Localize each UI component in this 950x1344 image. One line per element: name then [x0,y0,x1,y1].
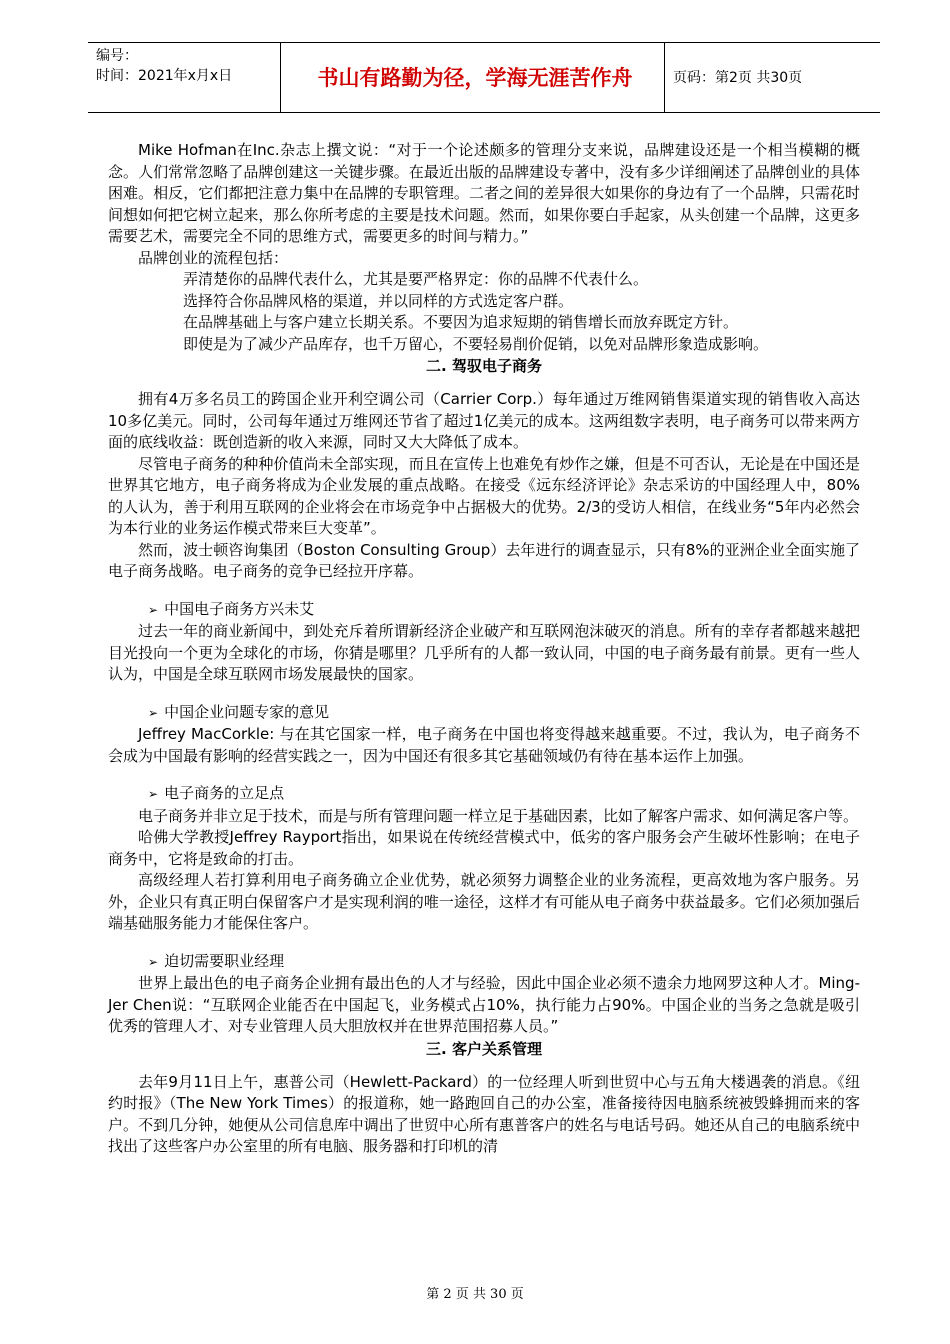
list-item: 在品牌基础上与客户建立长期关系。不要因为追求短期的销售增长而放弃既定方针。 [183,313,739,331]
header-divider-right [664,42,665,112]
paragraph: 尽管电子商务的种种价值尚未全部实现，而且在宣传上也难免有炒作之嫌，但是不可否认，无论是在中国还是世界其它地方，电子商务将成为企业发展的重点战略。在接受《远东经济评论》杂志采访的中国经理人中，80%的人认为，善于利用互联网的企业将会在市场竞争中占据极大的优势。2/3的受访人相信，在线业务“5年内必然会为本行业的业务运作模式带来巨大变革”。 [108,454,860,537]
arrow-bullet-icon: ➢ [148,602,159,617]
time-label: 时间：2021年x月x日 [96,68,233,84]
page-footer: 第 2 页 共 30 页 [426,1287,524,1302]
paragraph: Jeffrey MacCorkle: 与在其它国家一样，电子商务在中国也将变得越来越重要。不过，我认为，电子商务不会成为中国最有影响的经营实践之一，因为中国还有很多其它基础领域仍有待在基本运作上加强。 [108,725,860,765]
list-item: 即使是为了减少产品库存，也千万留心，不要轻易削价促销，以免对品牌形象造成影响。 [183,334,769,353]
document-body [108,140,860,1158]
paragraph: 世界上最出色的电子商务企业拥有最出色的人才与经验，因此中国企业必须不遗余力地网罗这种人才。Ming-Jer Chen说：“互联网企业能否在中国起飞，业务模式占10%，执行能力占90%。中国企业的当务之急就是吸引优秀的管理人才、对专业管理人员大胆放权并在世界范围招募人员。” [108,974,860,1035]
process-list [108,269,860,355]
subheading-text: 中国企业问题专家的意见 [164,702,330,721]
paragraph: 过去一年的商业新闻中，到处充斥着所谓新经济企业破产和互联网泡沫破灭的消息。所有的幸存者都越来越把目光投向一个更为全球化的市场，你猜是哪里？几乎所有的人都一致认同，中国的电子商务最有前景。更有一些人认为，中国是全球互联网市场发展最快的国家。 [108,622,860,683]
list-item: 选择符合你品牌风格的渠道，并以同样的方式选定客户群。 [183,291,574,310]
list-item: 弄清楚你的品牌代表什么，尤其是要严格界定：你的品牌不代表什么。 [183,270,649,288]
spacer [108,377,860,389]
paragraph: 然而，波士顿咨询集团（Boston Consulting Group）去年进行的调查显示，只有8%的亚洲企业全面实施了电子商务战略。电子商务的竞争已经拉开序幕。 [108,540,860,580]
paragraph: 哈佛大学教授Jeffrey Rayport指出，如果说在传统经营模式中，低劣的客户服务会产生破坏性影响；在电子商务中，它将是致命的打击。 [108,828,860,868]
subheading-text: 电子商务的立足点 [164,784,285,802]
paragraph: Mike Hofman在Inc.杂志上撰文说：“对于一个论述颇多的管理分支来说，品牌建设还是一个相当模糊的概念。人们常常忽略了品牌创建这一关键步骤。在最近出版的品牌建设专著中，没有多少详细阐述了品牌创业的具体困难。相反，它们都把注意力集中在品牌的专职管理。二者之间的差异很大如果你的身边有了一个品牌，只需花时间想如何把它树立起来，那么你所考虑的主要是技术问题。然而，如果你要白手起家，从头创建一个品牌，这更多需要艺术，需要完全不同的思维方式，需要更多的时间与精力。” [108,141,860,245]
subheading [108,599,860,622]
arrow-bullet-icon: ➢ [148,705,159,720]
paragraph: 高级经理人若打算利用电子商务确立企业优势，就必须努力调整企业的业务流程，更高效地为客户服务。另外，企业只有真正明白保留客户才是实现利润的唯一途径，这样才有可能从电子商务中获益最多。它们必须加强后端基础服务能力才能保住客户。 [108,871,860,932]
page-header [88,42,880,112]
spacer [108,1060,860,1072]
subheading [108,702,860,725]
header-meta [96,46,232,86]
paragraph: 拥有4万多名员工的跨国企业开利空调公司（Carrier Corp.）每年通过万维网销售渠道实现的销售收入高达10多亿美元。同时，公司每年通过万维网还节省了超过1亿美元的成本。这两组数字表明，电子商务可以带来两方面的底线收益：既创造新的收入来源，同时又大大降低了成本。 [108,390,860,451]
paragraph: 去年9月11日上午，惠普公司（Hewlett-Packard）的一位经理人听到世贸中心与五角大楼遇袭的消息。《纽约时报》（The New York Times）的报道称，她一路跑回自己的办公室，准备接待因电脑系统被毁蜂拥而来的客户。不到几分钟，她便从公司信息库中调出了世贸中心所有惠普客户的姓名与电话号码。她还从自己的电脑系统中找出了这些客户办公室里的所有电脑、服务器和打印机的清 [108,1072,860,1155]
arrow-bullet-icon: ➢ [148,954,159,969]
section-heading: 三. 客户关系管理 [426,1039,542,1058]
subheading-text: 迫切需要职业经理 [164,951,285,970]
subheading [108,951,860,974]
paragraph: 电子商务并非立足于技术，而是与所有管理问题一样立足于基础因素，比如了解客户需求、如何满足客户等。 [138,806,859,825]
section-heading: 二. 驾驭电子商务 [426,357,542,375]
number-label: 编号： [96,48,138,64]
header-motto: 书山有路勤为径，学海无涯苦作舟 [317,66,633,90]
subheading [108,783,860,806]
arrow-bullet-icon: ➢ [148,787,159,801]
header-divider-left [280,42,281,112]
subheading-text: 中国电子商务方兴未艾 [164,599,315,618]
header-page-label: 页码：第2页 共30页 [673,70,803,86]
paragraph: 品牌创业的流程包括： [138,248,289,267]
header-bottom-rule [88,112,880,113]
